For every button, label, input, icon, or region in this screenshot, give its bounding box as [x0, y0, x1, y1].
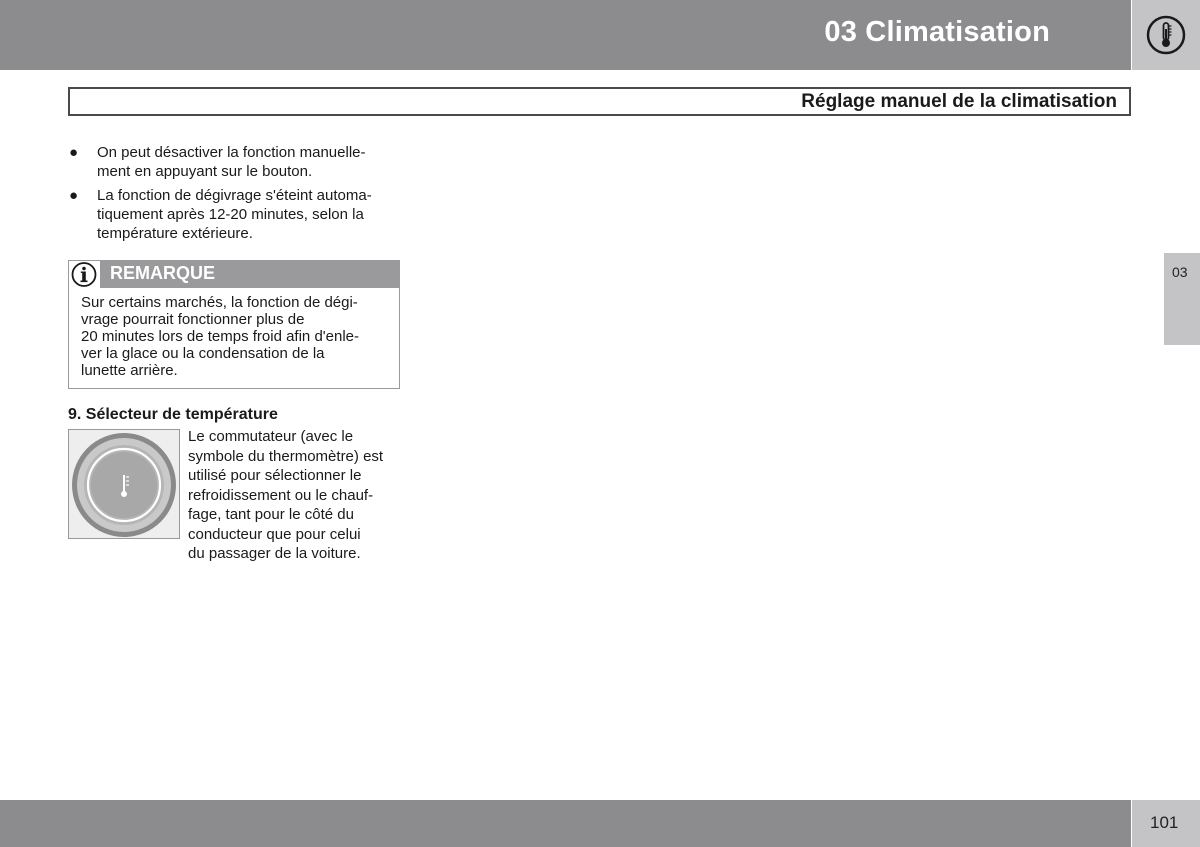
page-number-box — [1132, 800, 1200, 847]
note-line: 20 minutes lors de temps froid afin d'enle- — [81, 328, 360, 345]
body-line: refroidissement ou le chauf- — [188, 486, 374, 504]
bullet-line: tiquement après 12-20 minutes, selon la — [97, 206, 364, 223]
temperature-selector-text — [188, 427, 403, 564]
body-line: fage, tant pour le côté du — [188, 506, 354, 523]
page-number: 101 — [1150, 813, 1179, 832]
chapter-icon-box — [1132, 0, 1200, 70]
bullet-dot: ● — [69, 144, 79, 161]
body-line: symbole du thermomètre) est — [188, 447, 384, 465]
bullet-dot: ● — [69, 187, 79, 204]
thermometer-icon — [1146, 15, 1186, 55]
body-line: Le commutateur (avec le — [188, 428, 354, 445]
bullet-line: On peut désactiver la fonction manuelle- — [97, 144, 366, 161]
bullet-line: ment en appuyant sur le bouton. — [97, 163, 313, 180]
note-line: vrage pourrait fonctionner plus de — [81, 311, 305, 328]
chapter-title: 03 Climatisation — [824, 16, 1050, 48]
body-line: du passager de la voiture. — [188, 545, 361, 562]
note-icon-wrap — [69, 261, 100, 288]
bullet-line: La fonction de dégivrage s'éteint automa- — [97, 187, 372, 204]
bullet-item — [68, 143, 400, 181]
temperature-knob-icon — [69, 430, 181, 540]
bullet-item — [68, 186, 400, 243]
note-line: Sur certains marchés, la fonction de dégi- — [81, 294, 358, 311]
note-line: lunette arrière. — [81, 362, 178, 379]
note-box — [68, 260, 400, 389]
note-header — [69, 261, 399, 288]
temperature-selector-heading: 9. Sélecteur de température — [68, 406, 278, 423]
section-title: Réglage manuel de la climatisation — [801, 91, 1117, 112]
info-icon — [71, 262, 97, 287]
section-header — [68, 87, 1131, 116]
side-tab-label: 03 — [1172, 264, 1188, 280]
temperature-knob-image — [68, 429, 180, 539]
footer-band — [0, 800, 1131, 847]
note-body — [81, 294, 393, 379]
bullet-line: température extérieure. — [97, 225, 253, 242]
note-line: ver la glace ou la condensation de la — [81, 345, 325, 362]
chapter-side-tab — [1164, 253, 1200, 345]
body-line: utilisé pour sélectionner le — [188, 467, 362, 484]
body-line: conducteur que pour celui — [188, 525, 361, 543]
note-label: REMARQUE — [110, 263, 216, 283]
bullet-list — [68, 143, 400, 248]
header-band — [0, 0, 1131, 70]
